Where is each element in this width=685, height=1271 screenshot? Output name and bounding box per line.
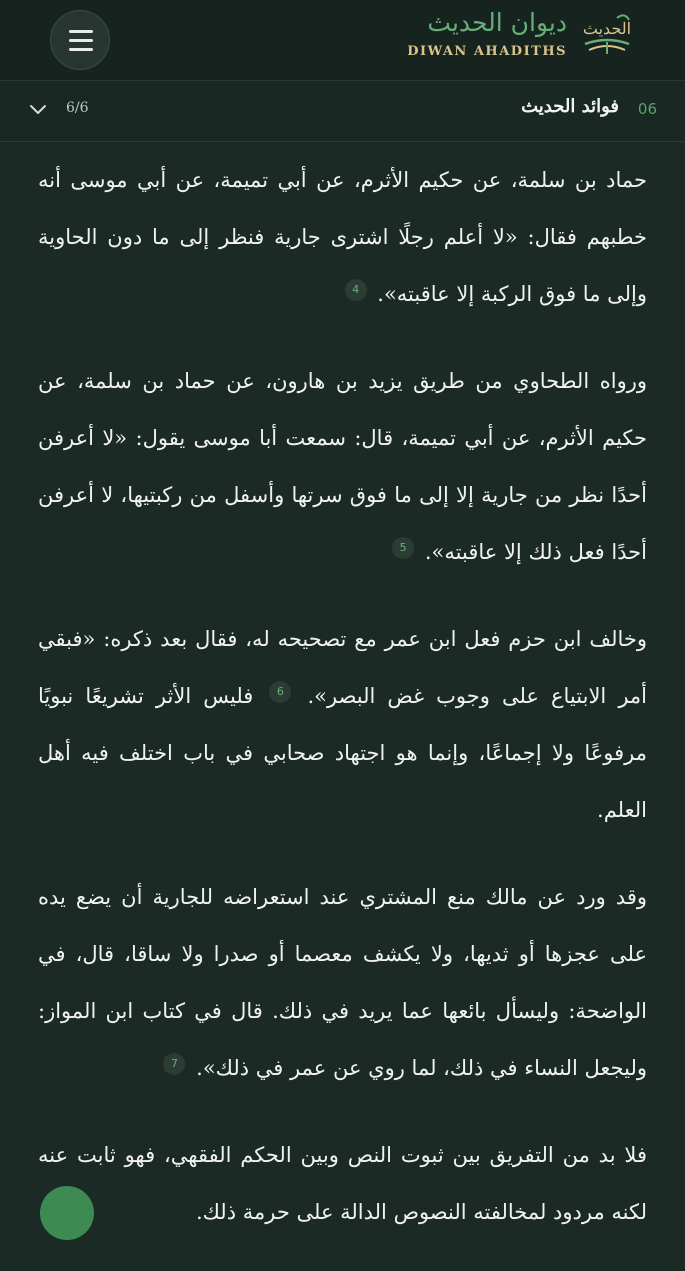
footnote-marker[interactable]: 6 <box>269 681 291 703</box>
floating-action-button[interactable] <box>40 1186 94 1240</box>
brand-english-title: DIWAN AHADITHS <box>407 44 567 59</box>
section-header[interactable] <box>0 81 685 142</box>
paragraph-text: وقد ورد عن مالك منع المشتري عند استعراضه للجارية أن يضع يده على عجزها أو ثديها، ولا يكشف معصما أو صدرا ولا ساقا، قال، في الواضحة: وليسأل بائعها عما يريد في ذلك. قال في كتاب ابن المواز: وليجعل النساء في ذلك، لما روي عن عمر في ذلك». <box>38 885 647 1080</box>
paragraph-text: فلا بد من التفريق بين ثبوت النص وبين الحكم الفقهي، فهو ثابت عنه لكنه مردود لمخالفته النصوص الدالة على حرمة ذلك. <box>38 1143 647 1224</box>
section-pager: 6/6 <box>66 100 89 116</box>
logo-icon <box>577 8 637 62</box>
paragraph <box>38 353 647 581</box>
footnote-marker[interactable]: 4 <box>345 279 367 301</box>
paragraph-text: وخالف ابن حزم فعل ابن عمر مع تصحيحه له، فقال بعد ذكره: «فبقي أمر الابتياع على وجوب غض البصر». <box>38 627 647 708</box>
paragraph <box>38 1127 647 1241</box>
paragraph <box>38 869 647 1097</box>
section-number: 06 <box>637 100 657 118</box>
top-bar <box>0 0 685 81</box>
brand-arabic-title: ديوان الحديث <box>427 8 567 37</box>
paragraph <box>38 152 647 323</box>
hamburger-menu-icon[interactable] <box>50 10 110 70</box>
footnote-marker[interactable]: 5 <box>392 537 414 559</box>
paragraph-text: فليس الأثر تشريعًا نبويًا مرفوعًا ولا إجماعًا، وإنما هو اجتهاد صحابي في باب اختلف فيه أهل العلم. <box>38 684 647 822</box>
section-title: فوائد الحديث <box>521 96 619 117</box>
chevron-down-icon[interactable] <box>28 101 48 119</box>
paragraph <box>38 611 647 839</box>
brand[interactable] <box>407 8 637 70</box>
paragraph-text: حماد بن سلمة، عن حكيم الأثرم، عن أبي تميمة، عن أبي موسى أنه خطبهم فقال: «لا أعلم رجلًا اشترى جارية فنظر إلى ما دون الحاوية وإلى ما فوق الركبة إلا عاقبته». <box>38 168 647 306</box>
footnote-marker[interactable]: 7 <box>163 1053 185 1075</box>
hadith-benefits-content <box>0 142 685 1224</box>
svg-text:الحديث: الحديث <box>582 19 632 38</box>
paragraph-text: ورواه الطحاوي من طريق يزيد بن هارون، عن حماد بن سلمة، عن حكيم الأثرم، عن أبي تميمة، قال: سمعت أبا موسى يقول: «لا أعرفن أحدًا نظر من جارية إلا إلى ما فوق سرتها وأسفل من ركبتيها، لا أعرفن أحدًا فعل ذلك إلا عاقبته». <box>38 369 647 564</box>
